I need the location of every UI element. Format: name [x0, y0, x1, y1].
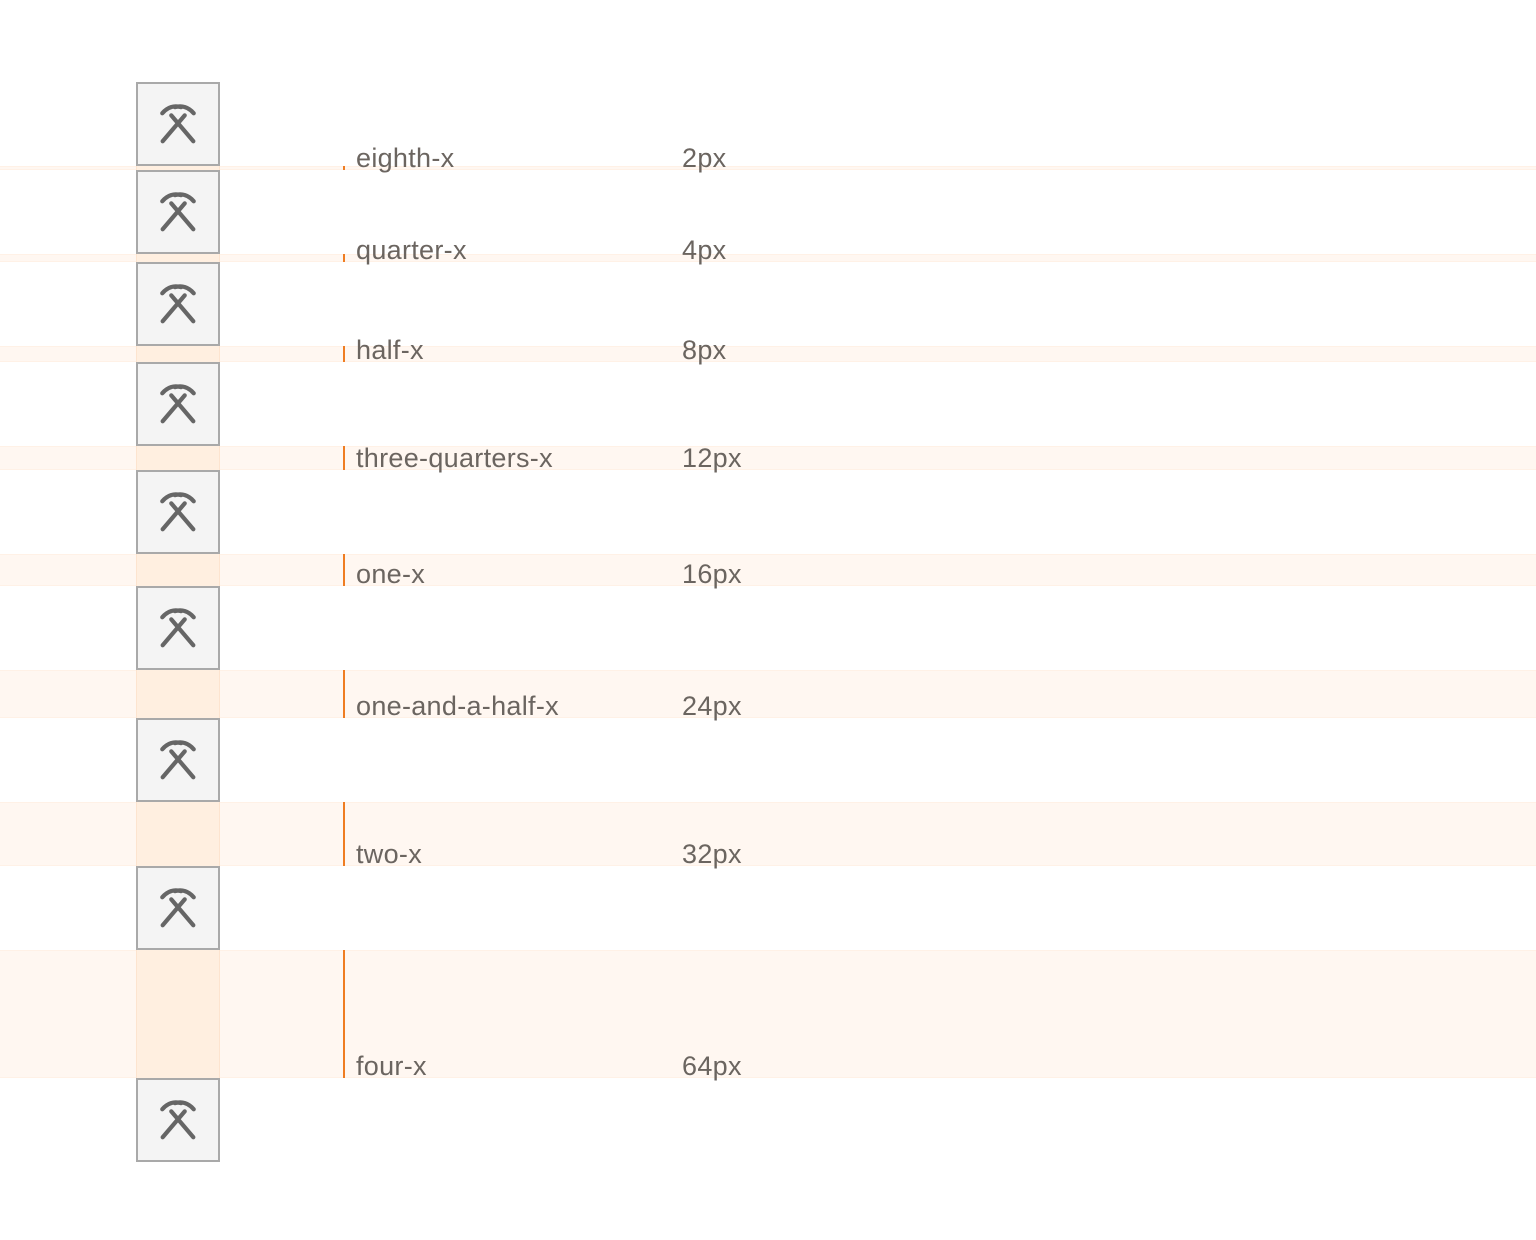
spacing-marker-two-x	[343, 802, 345, 866]
icon-sample-box	[136, 1078, 220, 1162]
spacing-value: 4px	[682, 235, 727, 265]
spacing-marker-half-x	[343, 346, 345, 362]
icon-sample-box	[136, 866, 220, 950]
crossed-pickaxes-icon	[155, 1097, 201, 1143]
icon-sample-box	[136, 362, 220, 446]
spacing-name: two-x	[356, 839, 423, 869]
spacing-band-column-four-x	[136, 950, 220, 1078]
spacing-band-column-one-x	[136, 554, 220, 586]
icon-sample-box	[136, 170, 220, 254]
crossed-pickaxes-icon	[155, 101, 201, 147]
spacing-marker-four-x	[343, 950, 345, 1078]
spacing-name: quarter-x	[356, 235, 467, 265]
icon-sample-box	[136, 718, 220, 802]
spacing-band-two-x	[0, 802, 1536, 866]
spacing-band-eighth-x	[0, 166, 1536, 170]
spacing-band-one-x	[0, 554, 1536, 586]
spacing-name: one-and-a-half-x	[356, 691, 559, 721]
icon-sample-box	[136, 82, 220, 166]
spacing-band-quarter-x	[0, 254, 1536, 262]
icon-sample-box	[136, 262, 220, 346]
spacing-band-column-two-x	[136, 802, 220, 866]
icon-sample-box	[136, 470, 220, 554]
spacing-value: 16px	[682, 559, 742, 589]
spacing-marker-quarter-x	[343, 254, 345, 262]
spacing-band-column-half-x	[136, 346, 220, 362]
spacing-band-column-quarter-x	[136, 254, 220, 262]
crossed-pickaxes-icon	[155, 281, 201, 327]
icon-sample-box	[136, 586, 220, 670]
crossed-pickaxes-icon	[155, 885, 201, 931]
spacing-value: 32px	[682, 839, 742, 869]
spacing-marker-one-x	[343, 554, 345, 586]
spacing-band-four-x	[0, 950, 1536, 1078]
spacing-value: 64px	[682, 1051, 742, 1081]
spacing-name: three-quarters-x	[356, 443, 553, 473]
spacing-band-column-three-quarters-x	[136, 446, 220, 470]
spacing-value: 2px	[682, 143, 727, 173]
crossed-pickaxes-icon	[155, 737, 201, 783]
spacing-band-half-x	[0, 346, 1536, 362]
spacing-value: 8px	[682, 335, 727, 365]
spacing-band-three-quarters-x	[0, 446, 1536, 470]
spacing-value: 12px	[682, 443, 742, 473]
spacing-name: half-x	[356, 335, 424, 365]
crossed-pickaxes-icon	[155, 489, 201, 535]
crossed-pickaxes-icon	[155, 189, 201, 235]
spacing-marker-one-and-a-half-x	[343, 670, 345, 718]
spacing-marker-eighth-x	[343, 166, 345, 170]
spacing-name: four-x	[356, 1051, 427, 1081]
spacing-value: 24px	[682, 691, 742, 721]
crossed-pickaxes-icon	[155, 381, 201, 427]
spacing-name: one-x	[356, 559, 426, 589]
crossed-pickaxes-icon	[155, 605, 201, 651]
spacing-name: eighth-x	[356, 143, 455, 173]
spacing-band-column-one-and-a-half-x	[136, 670, 220, 718]
spacing-marker-three-quarters-x	[343, 446, 345, 470]
spacing-band-one-and-a-half-x	[0, 670, 1536, 718]
